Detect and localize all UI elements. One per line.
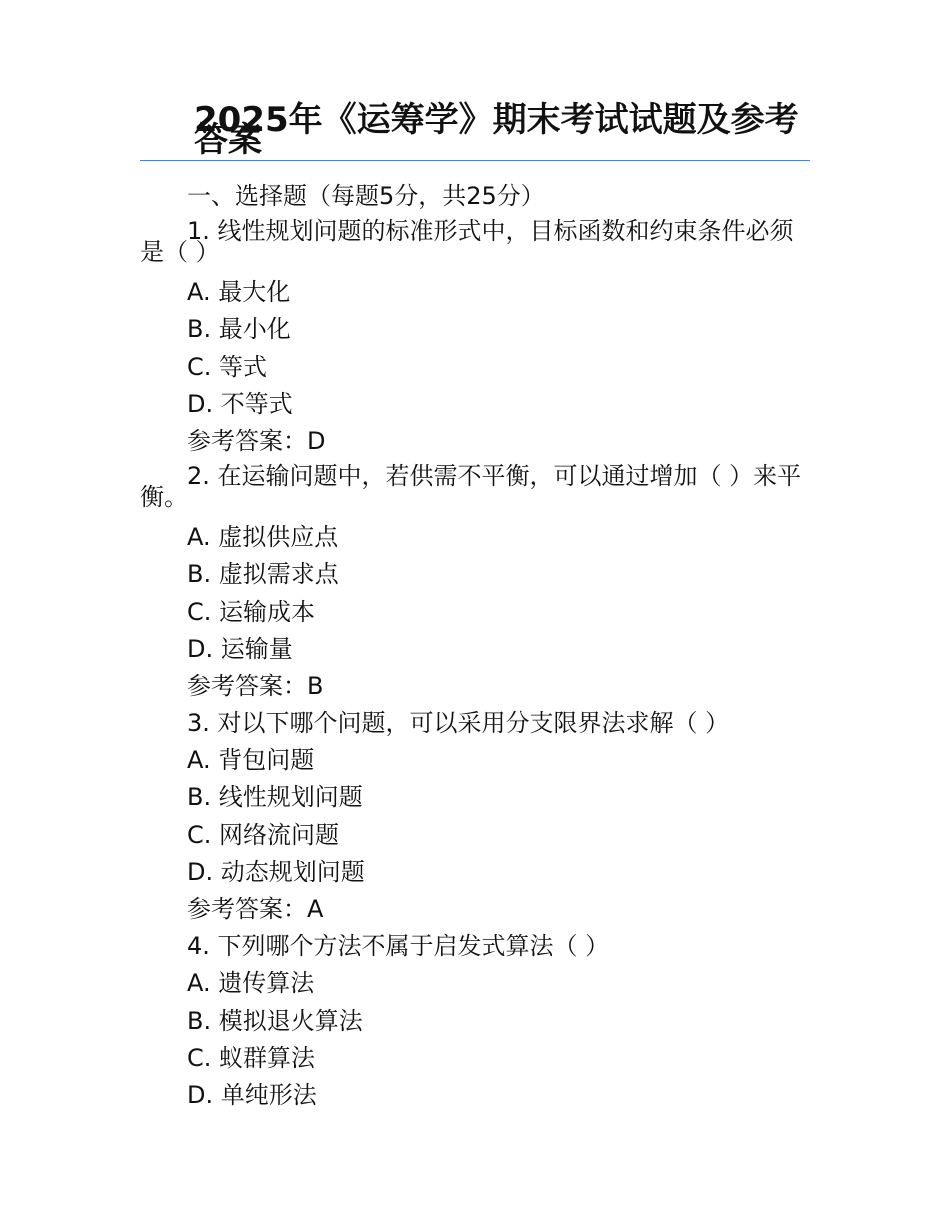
question-3-option-b: B. 线性规划问题 <box>187 783 363 812</box>
question-3-option-a: A. 背包问题 <box>187 746 315 775</box>
document-body <box>140 178 810 1114</box>
question-2-option-b: B. 虚拟需求点 <box>187 560 339 589</box>
question-2-option-a: A. 虚拟供应点 <box>187 523 339 552</box>
question-stem <box>140 460 810 519</box>
question-3-answer: 参考答案：A <box>187 895 324 923</box>
question-4-option-c: C. 蚁群算法 <box>187 1043 316 1072</box>
question-2-stem: 2. 在运输问题中，若供需不平衡，可以通过增加（ ）来平衡。 <box>140 462 802 512</box>
question-4-option-a: A. 遗传算法 <box>187 969 315 998</box>
question-1-option-c: C. 等式 <box>187 352 268 381</box>
document-page <box>140 100 810 1109</box>
question-1-stem: 1. 线性规划问题的标准形式中，目标函数和约束条件必须是（ ） <box>140 217 794 267</box>
question-3-option-d: D. 动态规划问题 <box>187 857 365 886</box>
question-1-option-d: D. 不等式 <box>187 389 293 418</box>
question-2-option-d: D. 运输量 <box>187 634 293 663</box>
question-4-option-b: B. 模拟退火算法 <box>187 1006 363 1035</box>
question-2-option-c: C. 运输成本 <box>187 597 316 626</box>
document-title: 2025年《运筹学》期末考试试题及参考答案 <box>194 100 799 160</box>
title-underline <box>140 160 810 161</box>
question-3-option-c: C. 网络流问题 <box>187 820 340 849</box>
question-1-option-a: A. 最大化 <box>187 278 291 307</box>
question-1-answer: 参考答案：D <box>187 426 326 455</box>
question-4-stem: 4. 下列哪个方法不属于启发式算法（ ） <box>187 932 610 961</box>
question-stem <box>140 215 810 274</box>
section-heading: 一、选择题（每题5分，共25分） <box>187 182 545 210</box>
question-3-stem: 3. 对以下哪个问题，可以采用分支限界法求解（ ） <box>187 709 730 738</box>
question-2-answer: 参考答案：B <box>187 671 324 700</box>
question-1-option-b: B. 最小化 <box>187 315 291 344</box>
question-4-option-d: D. 单纯形法 <box>187 1080 317 1109</box>
